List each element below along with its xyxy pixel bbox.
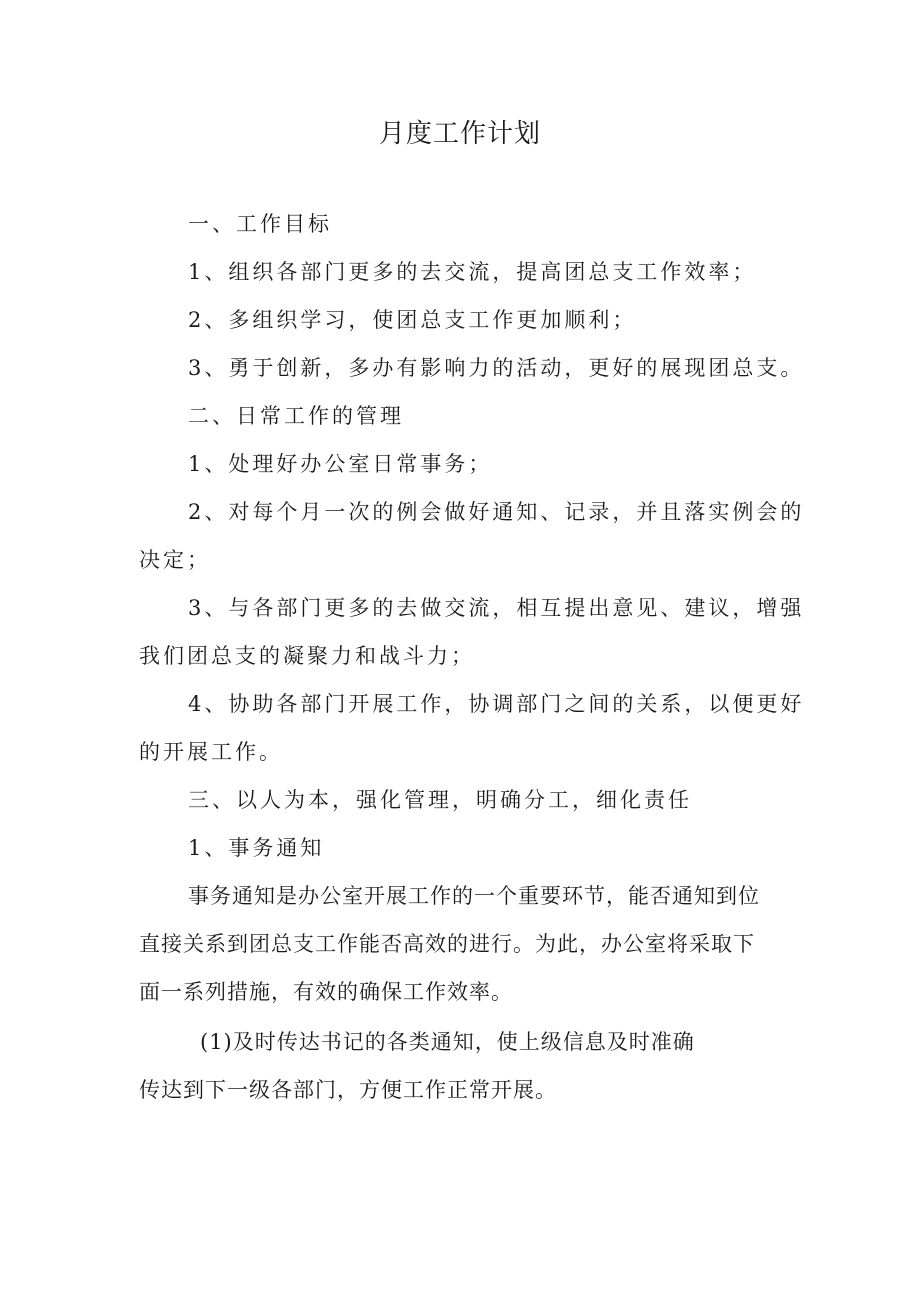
section2-item3-line1: 3、与各部门更多的去做交流，相互提出意见、建议，增强 — [188, 596, 805, 620]
section2-heading: 二、日常工作的管理 — [188, 404, 404, 428]
section3-heading: 三、以人为本，强化管理，明确分工，细化责任 — [188, 788, 692, 812]
section3-para-line2: 直接关系到团总支工作能否高效的进行。为此，办公室将采取下 — [139, 932, 755, 956]
section1-item2: 2、多组织学习，使团总支工作更加顺利； — [188, 308, 637, 332]
section2-item2-line2: 决定； — [139, 548, 211, 572]
section2-item3-line2: 我们团总支的凝聚力和战斗力； — [139, 644, 475, 668]
section3-para-line3: 面一系列措施，有效的确保工作效率。 — [139, 980, 513, 1004]
section2-item2-line1: 2、对每个月一次的例会做好通知、记录，并且落实例会的 — [188, 500, 805, 524]
section1-item3: 3、勇于创新，多办有影响力的活动，更好的展现团总支。 — [188, 356, 805, 380]
section2-item4-line2: 的开展工作。 — [139, 740, 283, 764]
section1-item1: 1、组织各部门更多的去交流，提高团总支工作效率； — [188, 260, 757, 284]
section2-item4-line1: 4、协助各部门开展工作，协调部门之间的关系，以便更好 — [188, 692, 805, 716]
section3-point1-line1: (1)及时传达书记的各类通知，使上级信息及时准确 — [200, 1030, 695, 1054]
section3-sub1-heading: 1、事务通知 — [188, 836, 325, 860]
section1-heading: 一、工作目标 — [188, 212, 332, 236]
section3-para-line1: 事务通知是办公室开展工作的一个重要环节，能否通知到位 — [188, 884, 760, 908]
section3-point1-line2: 传达到下一级各部门，方便工作正常开展。 — [139, 1078, 557, 1102]
section2-item1: 1、处理好办公室日常事务； — [188, 452, 493, 476]
document-title: 月度工作计划 — [378, 119, 541, 149]
